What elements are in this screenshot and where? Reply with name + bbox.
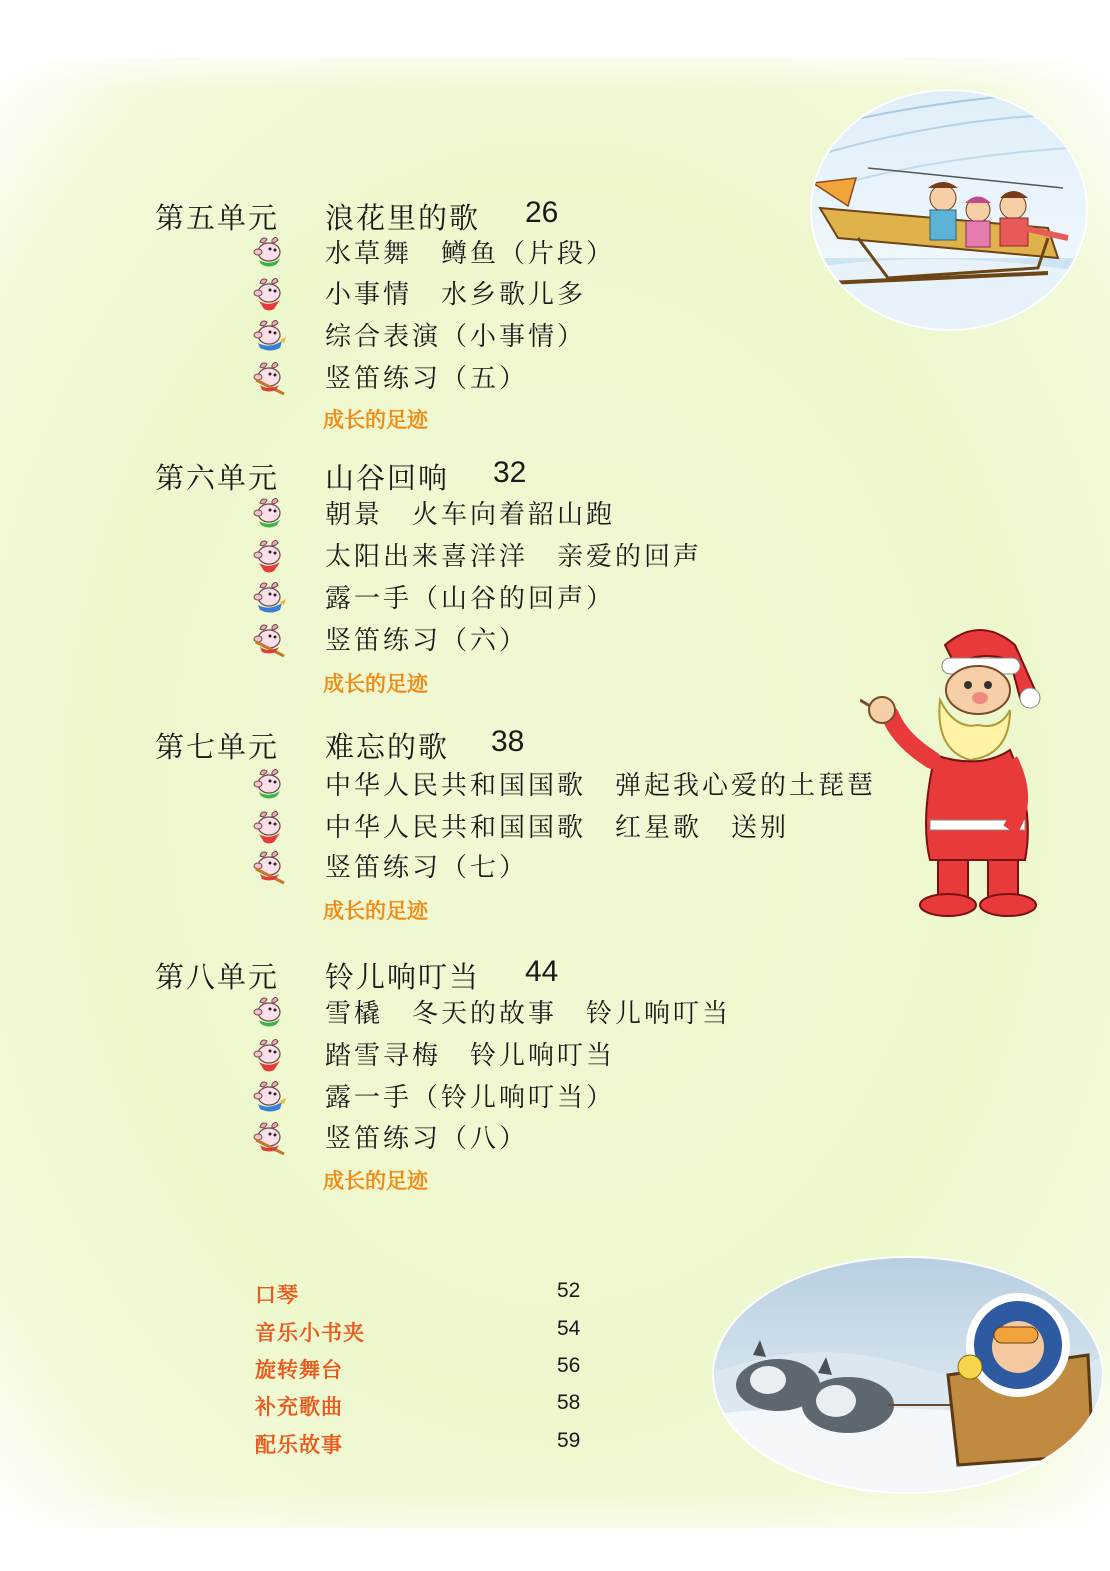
- unit-label: 第七单元: [155, 730, 280, 764]
- appendix-label: 补充歌曲: [255, 1395, 343, 1419]
- page-fade-bottom: [0, 1490, 1110, 1571]
- appendix-page-number: 52: [557, 1279, 581, 1302]
- lesson-title: 小事情 水乡歌儿多: [325, 280, 587, 310]
- green-scarf-bird-icon: [250, 995, 288, 1031]
- appendix-item[interactable]: [255, 1317, 595, 1349]
- ice-sled-kids-illustration: [808, 88, 1090, 333]
- green-scarf-bird-icon: [250, 235, 288, 271]
- lesson-title: 露一手（山谷的回声）: [325, 584, 616, 614]
- santa-claus-illustration: [860, 620, 1050, 920]
- growth-footprint-link[interactable]: 成长的足迹: [323, 1169, 428, 1193]
- dog-sled-illustration: [708, 1255, 1103, 1495]
- appendix-label: 音乐小书夹: [255, 1321, 365, 1345]
- unit-title: 难忘的歌: [325, 730, 450, 764]
- red-scarf-bird-icon: [250, 1037, 288, 1073]
- lesson-title: 水草舞 鳟鱼（片段）: [325, 239, 616, 269]
- growth-footprint-link[interactable]: 成长的足迹: [323, 899, 428, 923]
- lesson-title: 中华人民共和国国歌 弹起我心爱的土琵琶: [325, 771, 877, 801]
- lesson-title: 露一手（铃儿响叮当）: [325, 1083, 616, 1113]
- unit-page-number: 38: [491, 725, 525, 758]
- lesson-title: 竖笛练习（八）: [325, 1124, 529, 1154]
- unit-label: 第六单元: [155, 461, 280, 495]
- flute-bird-icon: [250, 1120, 288, 1156]
- flute-bird-icon: [250, 849, 288, 885]
- flute-bird-icon: [250, 360, 288, 396]
- unit-page-number: 44: [525, 955, 559, 988]
- appendix-page-number: 59: [557, 1429, 581, 1452]
- flute-bird-icon: [250, 622, 288, 658]
- lesson-title: 竖笛练习（六）: [325, 626, 529, 656]
- blue-scarf-bird-icon: [250, 580, 288, 616]
- page-fade-top: [0, 40, 1110, 90]
- unit-page-number: 32: [493, 456, 527, 489]
- lesson-title: 中华人民共和国国歌 红星歌 送别: [325, 813, 790, 843]
- appendix-label: 配乐故事: [255, 1433, 343, 1457]
- lesson-title: 太阳出来喜洋洋 亲爱的回声: [325, 542, 703, 572]
- green-scarf-bird-icon: [250, 767, 288, 803]
- blue-scarf-bird-icon: [250, 1079, 288, 1115]
- appendix-label: 口琴: [255, 1283, 299, 1307]
- unit-title: 浪花里的歌: [325, 201, 481, 235]
- unit-page-number: 26: [525, 196, 559, 229]
- appendix-item[interactable]: [255, 1429, 595, 1461]
- lesson-title: 朝景 火车向着韶山跑: [325, 500, 616, 530]
- lesson-title: 综合表演（小事情）: [325, 322, 587, 352]
- appendix-item[interactable]: [255, 1354, 595, 1386]
- appendix-label: 旋转舞台: [255, 1358, 343, 1382]
- unit-label: 第八单元: [155, 960, 280, 994]
- red-scarf-bird-icon: [250, 538, 288, 574]
- blue-scarf-bird-icon: [250, 318, 288, 354]
- red-scarf-bird-icon: [250, 809, 288, 845]
- appendix-page-number: 58: [557, 1391, 581, 1414]
- lesson-title: 竖笛练习（七）: [325, 853, 529, 883]
- green-scarf-bird-icon: [250, 496, 288, 532]
- appendix-page-number: 56: [557, 1354, 581, 1377]
- growth-footprint-link[interactable]: 成长的足迹: [323, 672, 428, 696]
- unit-label: 第五单元: [155, 201, 280, 235]
- lesson-title: 竖笛练习（五）: [325, 364, 529, 394]
- growth-footprint-link[interactable]: 成长的足迹: [323, 408, 428, 432]
- lesson-title: 雪橇 冬天的故事 铃儿响叮当: [325, 999, 732, 1029]
- appendix-item[interactable]: [255, 1279, 595, 1311]
- appendix-page-number: 54: [557, 1317, 581, 1340]
- unit-title: 铃儿响叮当: [325, 960, 481, 994]
- lesson-title: 踏雪寻梅 铃儿响叮当: [325, 1041, 616, 1071]
- unit-title: 山谷回响: [325, 461, 450, 495]
- appendix-item[interactable]: [255, 1391, 595, 1423]
- red-scarf-bird-icon: [250, 276, 288, 312]
